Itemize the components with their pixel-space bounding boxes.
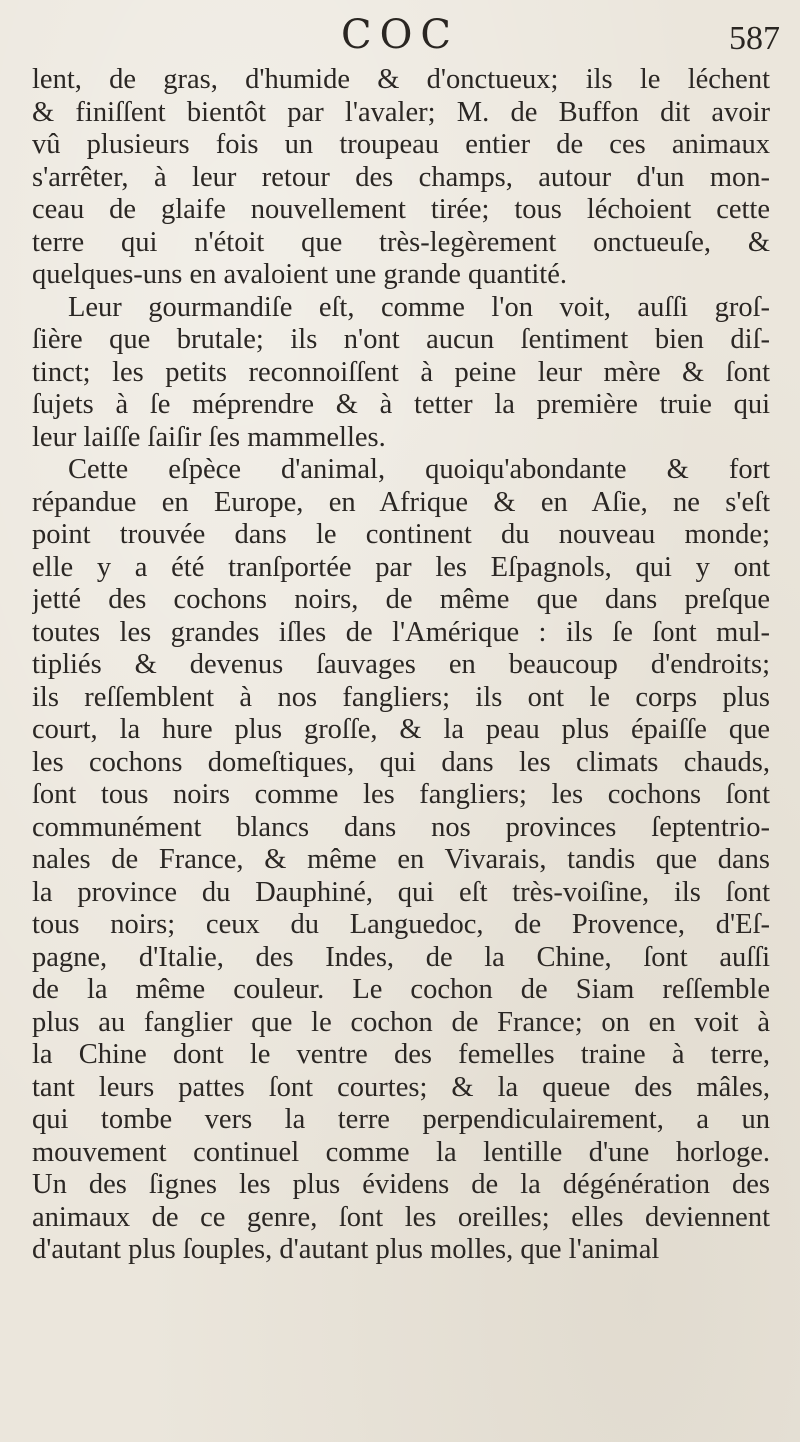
text-line: leur laiſſe ſaiſir ſes mammelles. bbox=[32, 421, 386, 453]
text-line: lent, de gras, d'humide & d'onctueux; ils le léchent bbox=[32, 64, 770, 95]
text-line: ceau de glaife nouvellement tirée; tous léchoient cette bbox=[32, 194, 770, 225]
text-line: animaux de ce genre, ſont les oreilles; elles deviennent bbox=[32, 1201, 770, 1233]
text-line: la Chine dont le ventre des femelles traine à terre, bbox=[32, 1039, 770, 1070]
text-line: ſujets à ſe méprendre & à tetter la première truie qui bbox=[32, 389, 770, 420]
text-line: vû plusieurs fois un troupeau entier de ces animaux bbox=[32, 129, 770, 160]
text-line: les cochons domeſtiques, qui dans les climats chauds, bbox=[32, 746, 770, 778]
text-line: quelques-uns en avaloient une grande quantité. bbox=[32, 259, 567, 290]
text-line: terre qui n'étoit que très-legèrement onctueuſe, & bbox=[32, 226, 770, 258]
text-line: ſont tous noirs comme les fangliers; les cochons ſont bbox=[32, 779, 770, 810]
text-line: point trouvée dans le continent du nouveau monde; bbox=[32, 519, 770, 550]
text-line: ſière que brutale; ils n'ont aucun ſentiment bien diſ- bbox=[32, 324, 770, 355]
text-line-paragraph-start: Cette eſpèce d'animal, quoiqu'abondante & fort bbox=[68, 454, 770, 485]
text-line: elle y a été tranſportée par les Eſpagnols, qui y ont bbox=[32, 551, 770, 583]
text-line: répandue en Europe, en Afrique & en Aſie, ne s'eſt bbox=[32, 486, 770, 518]
page-number: 587 bbox=[729, 20, 780, 57]
text-line: communément blancs dans nos provinces ſeptentrio- bbox=[32, 811, 770, 843]
text-line: qui tombe vers la terre perpendiculairement, a un bbox=[32, 1104, 770, 1135]
text-line: mouvement continuel comme la lentille d'une horloge. bbox=[32, 1136, 770, 1168]
text-line: tant leurs pattes ſont courtes; & la queue des mâles, bbox=[32, 1071, 770, 1103]
text-line: court, la hure plus groſſe, & la peau plus épaiſſe que bbox=[32, 714, 770, 745]
text-line: toutes les grandes iſles de l'Amérique : ils ſe ſont mul- bbox=[32, 616, 770, 648]
text-line: tinct; les petits reconnoiſſent à peine leur mère & ſont bbox=[32, 356, 770, 388]
text-line: s'arrêter, à leur retour des champs, autour d'un mon- bbox=[32, 161, 770, 193]
text-line: jetté des cochons noirs, de même que dans preſque bbox=[32, 584, 770, 615]
text-line-paragraph-start: Leur gourmandiſe eſt, comme l'on voit, auſſi groſ- bbox=[68, 291, 770, 323]
text-line: Un des ſignes les plus évidens de la dégénération des bbox=[32, 1169, 770, 1200]
text-line: tipliés & devenus ſauvages en beaucoup d'endroits; bbox=[32, 649, 770, 680]
text-line: ils reſſemblent à nos fangliers; ils ont le corps plus bbox=[32, 681, 770, 713]
running-head: COC bbox=[340, 12, 459, 58]
text-line: de la même couleur. Le cochon de Siam reſſemble bbox=[32, 974, 770, 1005]
text-line: plus au fanglier que le cochon de France; on en voit à bbox=[32, 1006, 770, 1038]
page-header bbox=[0, 14, 800, 56]
text-line: la province du Dauphiné, qui eſt très-voiſine, ils ſont bbox=[32, 876, 770, 908]
text-line: pagne, d'Italie, des Indes, de la Chine, ſont auſſi bbox=[32, 941, 770, 973]
text-line: & finiſſent bientôt par l'avaler; M. de Buffon dit avoir bbox=[32, 96, 770, 128]
text-line: tous noirs; ceux du Languedoc, de Provence, d'Eſ- bbox=[32, 909, 770, 940]
text-line: d'autant plus ſouples, d'autant plus molles, que l'animal bbox=[32, 1234, 660, 1265]
text-line: nales de France, & même en Vivarais, tandis que dans bbox=[32, 844, 770, 875]
body-text bbox=[32, 64, 770, 1267]
